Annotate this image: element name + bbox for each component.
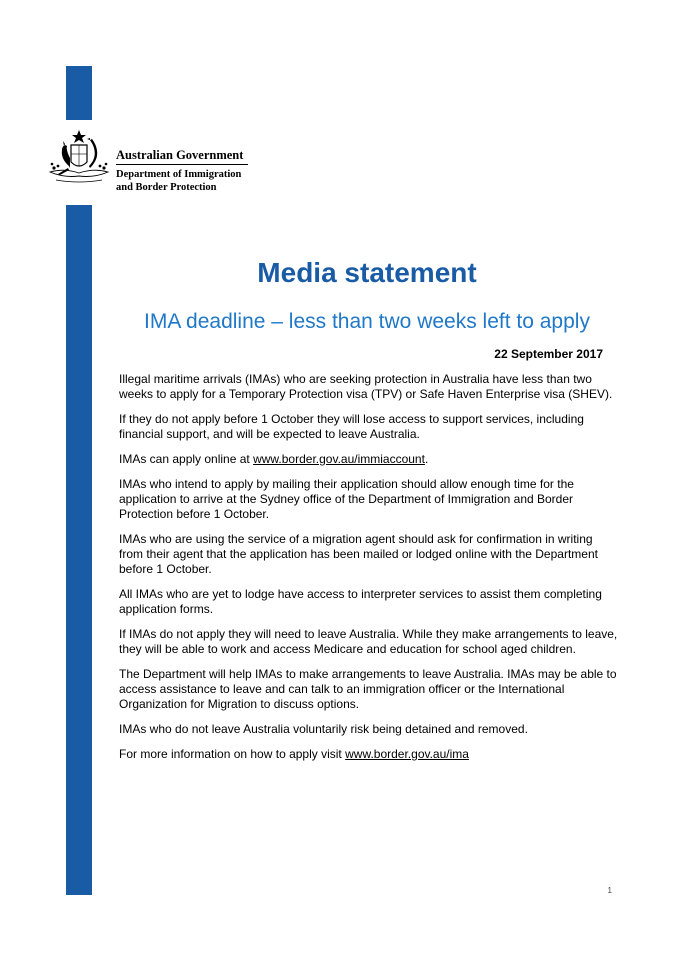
government-logo: [44, 128, 254, 198]
paragraph: IMAs who are using the service of a migration agent should ask for confirmation in writing from their agent that the application has been mailed or lodged online with the Department before 1 October.: [119, 532, 598, 576]
government-name: Australian Government: [116, 148, 244, 162]
blue-bar-main: [66, 205, 92, 895]
coat-of-arms-icon: [44, 128, 114, 186]
department-name: [116, 168, 266, 194]
paragraph: The Department will help IMAs to make arrangements to leave Australia. IMAs may be able to access assistance to leave and can talk to an immigration officer or the International Organization for Migration to discuss options.: [119, 667, 617, 711]
paragraph-with-link: IMAs can apply online at www.border.gov.au/immiaccount.: [119, 452, 429, 466]
blue-bar-top: [66, 66, 92, 120]
statement-body: [119, 372, 619, 772]
paragraph: IMAs who intend to apply by mailing their application should allow enough time for the application to arrive at the Sydney office of the Department of Immigration and Border Protection before 1 October.: [119, 477, 574, 521]
header-divider: [116, 164, 248, 165]
page-title: Media statement: [257, 257, 477, 288]
ima-link[interactable]: www.border.gov.au/ima: [345, 747, 469, 761]
paragraph-text: For more information on how to apply visit: [119, 747, 346, 761]
statement-date: 22 September 2017: [494, 347, 603, 361]
immiaccount-link[interactable]: www.border.gov.au/immiaccount: [253, 452, 425, 466]
page-subtitle: IMA deadline – less than two weeks left to apply: [144, 310, 590, 333]
paragraph-with-link: [119, 747, 619, 762]
department-line-2: and Border Protection: [116, 182, 217, 193]
page-number: 1: [607, 886, 612, 895]
paragraph: All IMAs who are yet to lodge have access to interpreter services to assist them completing application forms.: [119, 587, 602, 616]
paragraph: If IMAs do not apply they will need to leave Australia. While they make arrangements to leave, they will be able to work and access Medicare and education for school aged children.: [119, 627, 618, 656]
paragraph-text: IMAs can apply online at: [119, 452, 254, 466]
department-line-1: Department of Immigration: [116, 169, 242, 180]
paragraph: If they do not apply before 1 October they will lose access to support services, including financial support, and will be expected to leave Australia.: [119, 412, 584, 441]
paragraph: Illegal maritime arrivals (IMAs) who are seeking protection in Australia have less than two weeks to apply for a Temporary Protection visa (TPV) or Safe Haven Enterprise visa (SHEV).: [119, 372, 613, 401]
paragraph: IMAs who do not leave Australia voluntarily risk being detained and removed.: [119, 722, 528, 736]
